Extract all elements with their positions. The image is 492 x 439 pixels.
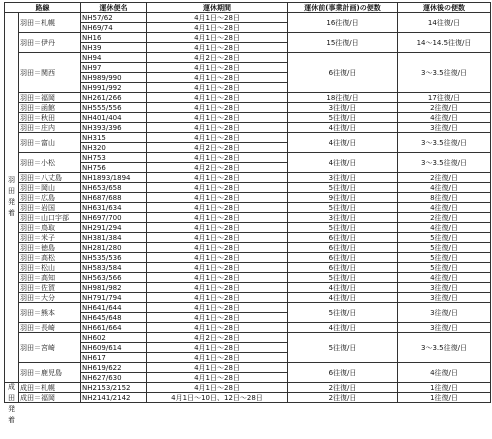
route-cell: 成田＝福岡 <box>19 393 81 403</box>
route-cell: 羽田＝関西 <box>19 53 81 93</box>
suspension-table <box>4 2 491 427</box>
header-row <box>5 3 491 13</box>
before-count-cell: 6往復/日 <box>288 233 398 243</box>
after-count-cell: 5往復/日 <box>398 263 491 273</box>
table-row <box>5 53 491 63</box>
before-count-cell: 6往復/日 <box>288 263 398 273</box>
table-row <box>5 13 491 23</box>
route-cell: 羽田＝宮崎 <box>19 333 81 363</box>
period-cell: 4月1日～28日 <box>147 123 288 133</box>
route-cell: 羽田＝富山 <box>19 133 81 153</box>
flight-cell: NH617 <box>81 353 147 363</box>
after-count-cell: 2往復/日 <box>398 173 491 183</box>
period-cell: 4月1日～28日 <box>147 43 288 53</box>
flight-cell: NH393/396 <box>81 123 147 133</box>
period-cell: 4月1日～28日 <box>147 173 288 183</box>
flight-cell: NH281/280 <box>81 243 147 253</box>
flight-cell: NH16 <box>81 33 147 43</box>
flight-cell: NH2141/2142 <box>81 393 147 403</box>
after-count-cell: 3～3.5往復/日 <box>398 333 491 363</box>
header-after: 運休後の便数 <box>398 3 491 13</box>
route-cell: 羽田＝小松 <box>19 153 81 173</box>
before-count-cell: 4往復/日 <box>288 293 398 303</box>
before-count-cell: 5往復/日 <box>288 223 398 233</box>
table-row <box>5 33 491 43</box>
period-cell: 4月1日～28日 <box>147 363 288 373</box>
period-cell: 4月1日～28日 <box>147 323 288 333</box>
period-cell: 4月1日～28日 <box>147 113 288 123</box>
after-count-cell: 1往復/日 <box>398 393 491 403</box>
flight-cell: NH661/664 <box>81 323 147 333</box>
flight-cell: NH687/688 <box>81 193 147 203</box>
table-row <box>5 123 491 133</box>
before-count-cell: 5往復/日 <box>288 203 398 213</box>
route-cell: 羽田＝鹿児島 <box>19 363 81 383</box>
flight-cell: NH401/404 <box>81 113 147 123</box>
route-cell: 羽田＝岩国 <box>19 203 81 213</box>
flight-cell: NH57/62 <box>81 13 147 23</box>
flight-cell: NH535/536 <box>81 253 147 263</box>
after-count-cell: 3往復/日 <box>398 303 491 323</box>
after-count-cell: 3往復/日 <box>398 283 491 293</box>
table-row <box>5 233 491 243</box>
period-cell: 4月1日～28日 <box>147 373 288 383</box>
flight-cell: NH991/992 <box>81 83 147 93</box>
route-cell: 羽田＝鳥取 <box>19 223 81 233</box>
period-cell: 4月1日～28日 <box>147 83 288 93</box>
after-count-cell: 5往復/日 <box>398 243 491 253</box>
before-count-cell: 16往復/日 <box>288 13 398 33</box>
after-count-cell: 4往復/日 <box>398 223 491 233</box>
period-cell: 4月1日～28日 <box>147 293 288 303</box>
table-row <box>5 383 491 393</box>
period-cell: 4月1日～28日 <box>147 73 288 83</box>
route-cell: 羽田＝八丈島 <box>19 173 81 183</box>
before-count-cell: 5往復/日 <box>288 273 398 283</box>
before-count-cell: 6往復/日 <box>288 253 398 263</box>
period-cell: 4月1日～28日 <box>147 103 288 113</box>
before-count-cell: 4往復/日 <box>288 133 398 153</box>
before-count-cell: 9往復/日 <box>288 193 398 203</box>
period-cell: 4月2日～28日 <box>147 143 288 153</box>
route-cell: 羽田＝高知 <box>19 273 81 283</box>
table-row <box>5 183 491 193</box>
after-count-cell: 14往復/日 <box>398 13 491 33</box>
period-cell: 4月1日～28日 <box>147 263 288 273</box>
after-count-cell: 4往復/日 <box>398 363 491 383</box>
period-cell: 4月2日～28日 <box>147 163 288 173</box>
flight-cell: NH2153/2152 <box>81 383 147 393</box>
flight-cell: NH989/990 <box>81 73 147 83</box>
period-cell: 4月1日～28日 <box>147 223 288 233</box>
flight-cell: NH291/294 <box>81 223 147 233</box>
after-count-cell: 17往復/日 <box>398 93 491 103</box>
period-cell: 4月1日～28日 <box>147 213 288 223</box>
flight-cell: NH583/584 <box>81 263 147 273</box>
flight-cell: NH97 <box>81 63 147 73</box>
table-row <box>5 193 491 203</box>
flight-cell: NH39 <box>81 43 147 53</box>
after-count-cell: 3往復/日 <box>398 293 491 303</box>
period-cell: 4月1日～28日 <box>147 343 288 353</box>
route-cell: 羽田＝秋田 <box>19 113 81 123</box>
table-row <box>5 103 491 113</box>
flight-cell: NH602 <box>81 333 147 343</box>
flight-cell: NH563/566 <box>81 273 147 283</box>
flight-cell: NH381/384 <box>81 233 147 243</box>
table-row <box>5 303 491 313</box>
table-row <box>5 283 491 293</box>
before-count-cell: 3往復/日 <box>288 103 398 113</box>
flight-cell: NH69/74 <box>81 23 147 33</box>
after-count-cell: 4往復/日 <box>398 273 491 283</box>
before-count-cell: 3往復/日 <box>288 173 398 183</box>
after-count-cell: 14～14.5往復/日 <box>398 33 491 53</box>
table-row <box>5 363 491 373</box>
route-cell: 成田＝札幌 <box>19 383 81 393</box>
route-cell: 羽田＝高松 <box>19 253 81 263</box>
before-count-cell: 4往復/日 <box>288 153 398 173</box>
table-row <box>5 93 491 103</box>
table-row <box>5 393 491 403</box>
period-cell: 4月1日～28日 <box>147 33 288 43</box>
after-count-cell: 3～3.5往復/日 <box>398 133 491 153</box>
flight-cell: NH315 <box>81 133 147 143</box>
flight-cell: NH631/634 <box>81 203 147 213</box>
table-row <box>5 113 491 123</box>
route-cell: 羽田＝徳島 <box>19 243 81 253</box>
after-count-cell: 3～3.5往復/日 <box>398 53 491 93</box>
period-cell: 4月1日～28日 <box>147 243 288 253</box>
after-count-cell: 2往復/日 <box>398 103 491 113</box>
flight-cell: NH645/648 <box>81 313 147 323</box>
period-cell: 4月1日～28日 <box>147 153 288 163</box>
before-count-cell: 5往復/日 <box>288 113 398 123</box>
flight-cell: NH609/614 <box>81 343 147 353</box>
period-cell: 4月1日～28日 <box>147 233 288 243</box>
period-cell: 4月1日～10日、12日～28日 <box>147 393 288 403</box>
table-row <box>5 333 491 343</box>
period-cell: 4月1日～28日 <box>147 133 288 143</box>
after-count-cell: 3往復/日 <box>398 323 491 333</box>
table-row <box>5 203 491 213</box>
flight-cell: NH653/658 <box>81 183 147 193</box>
before-count-cell: 5往復/日 <box>288 303 398 323</box>
table-row <box>5 273 491 283</box>
header-flight: 運休便名 <box>81 3 147 13</box>
flight-cell: NH627/630 <box>81 373 147 383</box>
route-cell: 羽田＝広島 <box>19 193 81 203</box>
period-cell: 4月1日～28日 <box>147 193 288 203</box>
route-cell: 羽田＝長崎 <box>19 323 81 333</box>
flight-cell: NH753 <box>81 153 147 163</box>
table-row <box>5 133 491 143</box>
period-cell: 4月1日～28日 <box>147 313 288 323</box>
flight-cell: NH1893/1894 <box>81 173 147 183</box>
flight-cell: NH94 <box>81 53 147 63</box>
period-cell: 4月1日～28日 <box>147 383 288 393</box>
table-row <box>5 173 491 183</box>
flight-cell: NH619/622 <box>81 363 147 373</box>
flight-cell: NH981/982 <box>81 283 147 293</box>
after-count-cell: 4往復/日 <box>398 203 491 213</box>
before-count-cell: 6往復/日 <box>288 243 398 253</box>
route-cell: 羽田＝米子 <box>19 233 81 243</box>
before-count-cell: 5往復/日 <box>288 183 398 193</box>
period-cell: 4月1日～28日 <box>147 303 288 313</box>
period-cell: 4月1日～28日 <box>147 13 288 23</box>
table-row <box>5 253 491 263</box>
route-cell: 羽田＝佐賀 <box>19 283 81 293</box>
route-cell: 羽田＝庄内 <box>19 123 81 133</box>
period-cell: 4月1日～28日 <box>147 63 288 73</box>
table-row <box>5 243 491 253</box>
period-cell: 4月1日～28日 <box>147 283 288 293</box>
route-cell: 羽田＝札幌 <box>19 13 81 33</box>
table-row <box>5 223 491 233</box>
table-row <box>5 263 491 273</box>
period-cell: 4月1日～28日 <box>147 93 288 103</box>
before-count-cell: 15往復/日 <box>288 33 398 53</box>
after-count-cell: 2往復/日 <box>398 213 491 223</box>
flight-cell: NH641/644 <box>81 303 147 313</box>
period-cell: 4月2日～28日 <box>147 53 288 63</box>
route-cell: 羽田＝松山 <box>19 263 81 273</box>
before-count-cell: 6往復/日 <box>288 363 398 383</box>
flight-cell: NH791/794 <box>81 293 147 303</box>
header-before: 運休前(事業計画)の便数 <box>288 3 398 13</box>
flight-cell: NH756 <box>81 163 147 173</box>
flight-cell: NH697/700 <box>81 213 147 223</box>
period-cell: 4月1日～28日 <box>147 183 288 193</box>
flight-cell: NH320 <box>81 143 147 153</box>
after-count-cell: 5往復/日 <box>398 233 491 243</box>
flight-cell: NH555/556 <box>81 103 147 113</box>
period-cell: 4月1日～28日 <box>147 253 288 263</box>
airport-group-label: 成田発着 <box>5 383 19 403</box>
after-count-cell: 4往復/日 <box>398 113 491 123</box>
after-count-cell: 3～3.5往復/日 <box>398 153 491 173</box>
route-cell: 羽田＝山口宇部 <box>19 213 81 223</box>
period-cell: 4月2日～28日 <box>147 333 288 343</box>
before-count-cell: 18往復/日 <box>288 93 398 103</box>
before-count-cell: 4往復/日 <box>288 123 398 133</box>
before-count-cell: 2往復/日 <box>288 393 398 403</box>
header-period: 運休期間 <box>147 3 288 13</box>
flight-cell: NH261/266 <box>81 93 147 103</box>
before-count-cell: 2往復/日 <box>288 383 398 393</box>
route-cell: 羽田＝大分 <box>19 293 81 303</box>
before-count-cell: 6往復/日 <box>288 53 398 93</box>
after-count-cell: 1往復/日 <box>398 383 491 393</box>
route-cell: 羽田＝岡山 <box>19 183 81 193</box>
after-count-cell: 4往復/日 <box>398 183 491 193</box>
before-count-cell: 4往復/日 <box>288 283 398 293</box>
before-count-cell: 4往復/日 <box>288 323 398 333</box>
table-row <box>5 153 491 163</box>
header-route: 路線 <box>5 3 81 13</box>
route-cell: 羽田＝函館 <box>19 103 81 113</box>
after-count-cell: 3往復/日 <box>398 123 491 133</box>
table-row <box>5 213 491 223</box>
period-cell: 4月1日～28日 <box>147 273 288 283</box>
period-cell: 4月1日～28日 <box>147 203 288 213</box>
table-row <box>5 323 491 333</box>
period-cell: 4月1日～28日 <box>147 23 288 33</box>
before-count-cell: 3往復/日 <box>288 213 398 223</box>
route-cell: 羽田＝福岡 <box>19 93 81 103</box>
period-cell: 4月1日～28日 <box>147 353 288 363</box>
airport-group-label: 羽田発着 <box>5 13 19 383</box>
route-cell: 羽田＝熊本 <box>19 303 81 323</box>
route-cell: 羽田＝伊丹 <box>19 33 81 53</box>
before-count-cell: 5往復/日 <box>288 333 398 363</box>
table-body <box>5 13 491 427</box>
after-count-cell: 5往復/日 <box>398 253 491 263</box>
table-row <box>5 293 491 303</box>
after-count-cell: 8往復/日 <box>398 193 491 203</box>
